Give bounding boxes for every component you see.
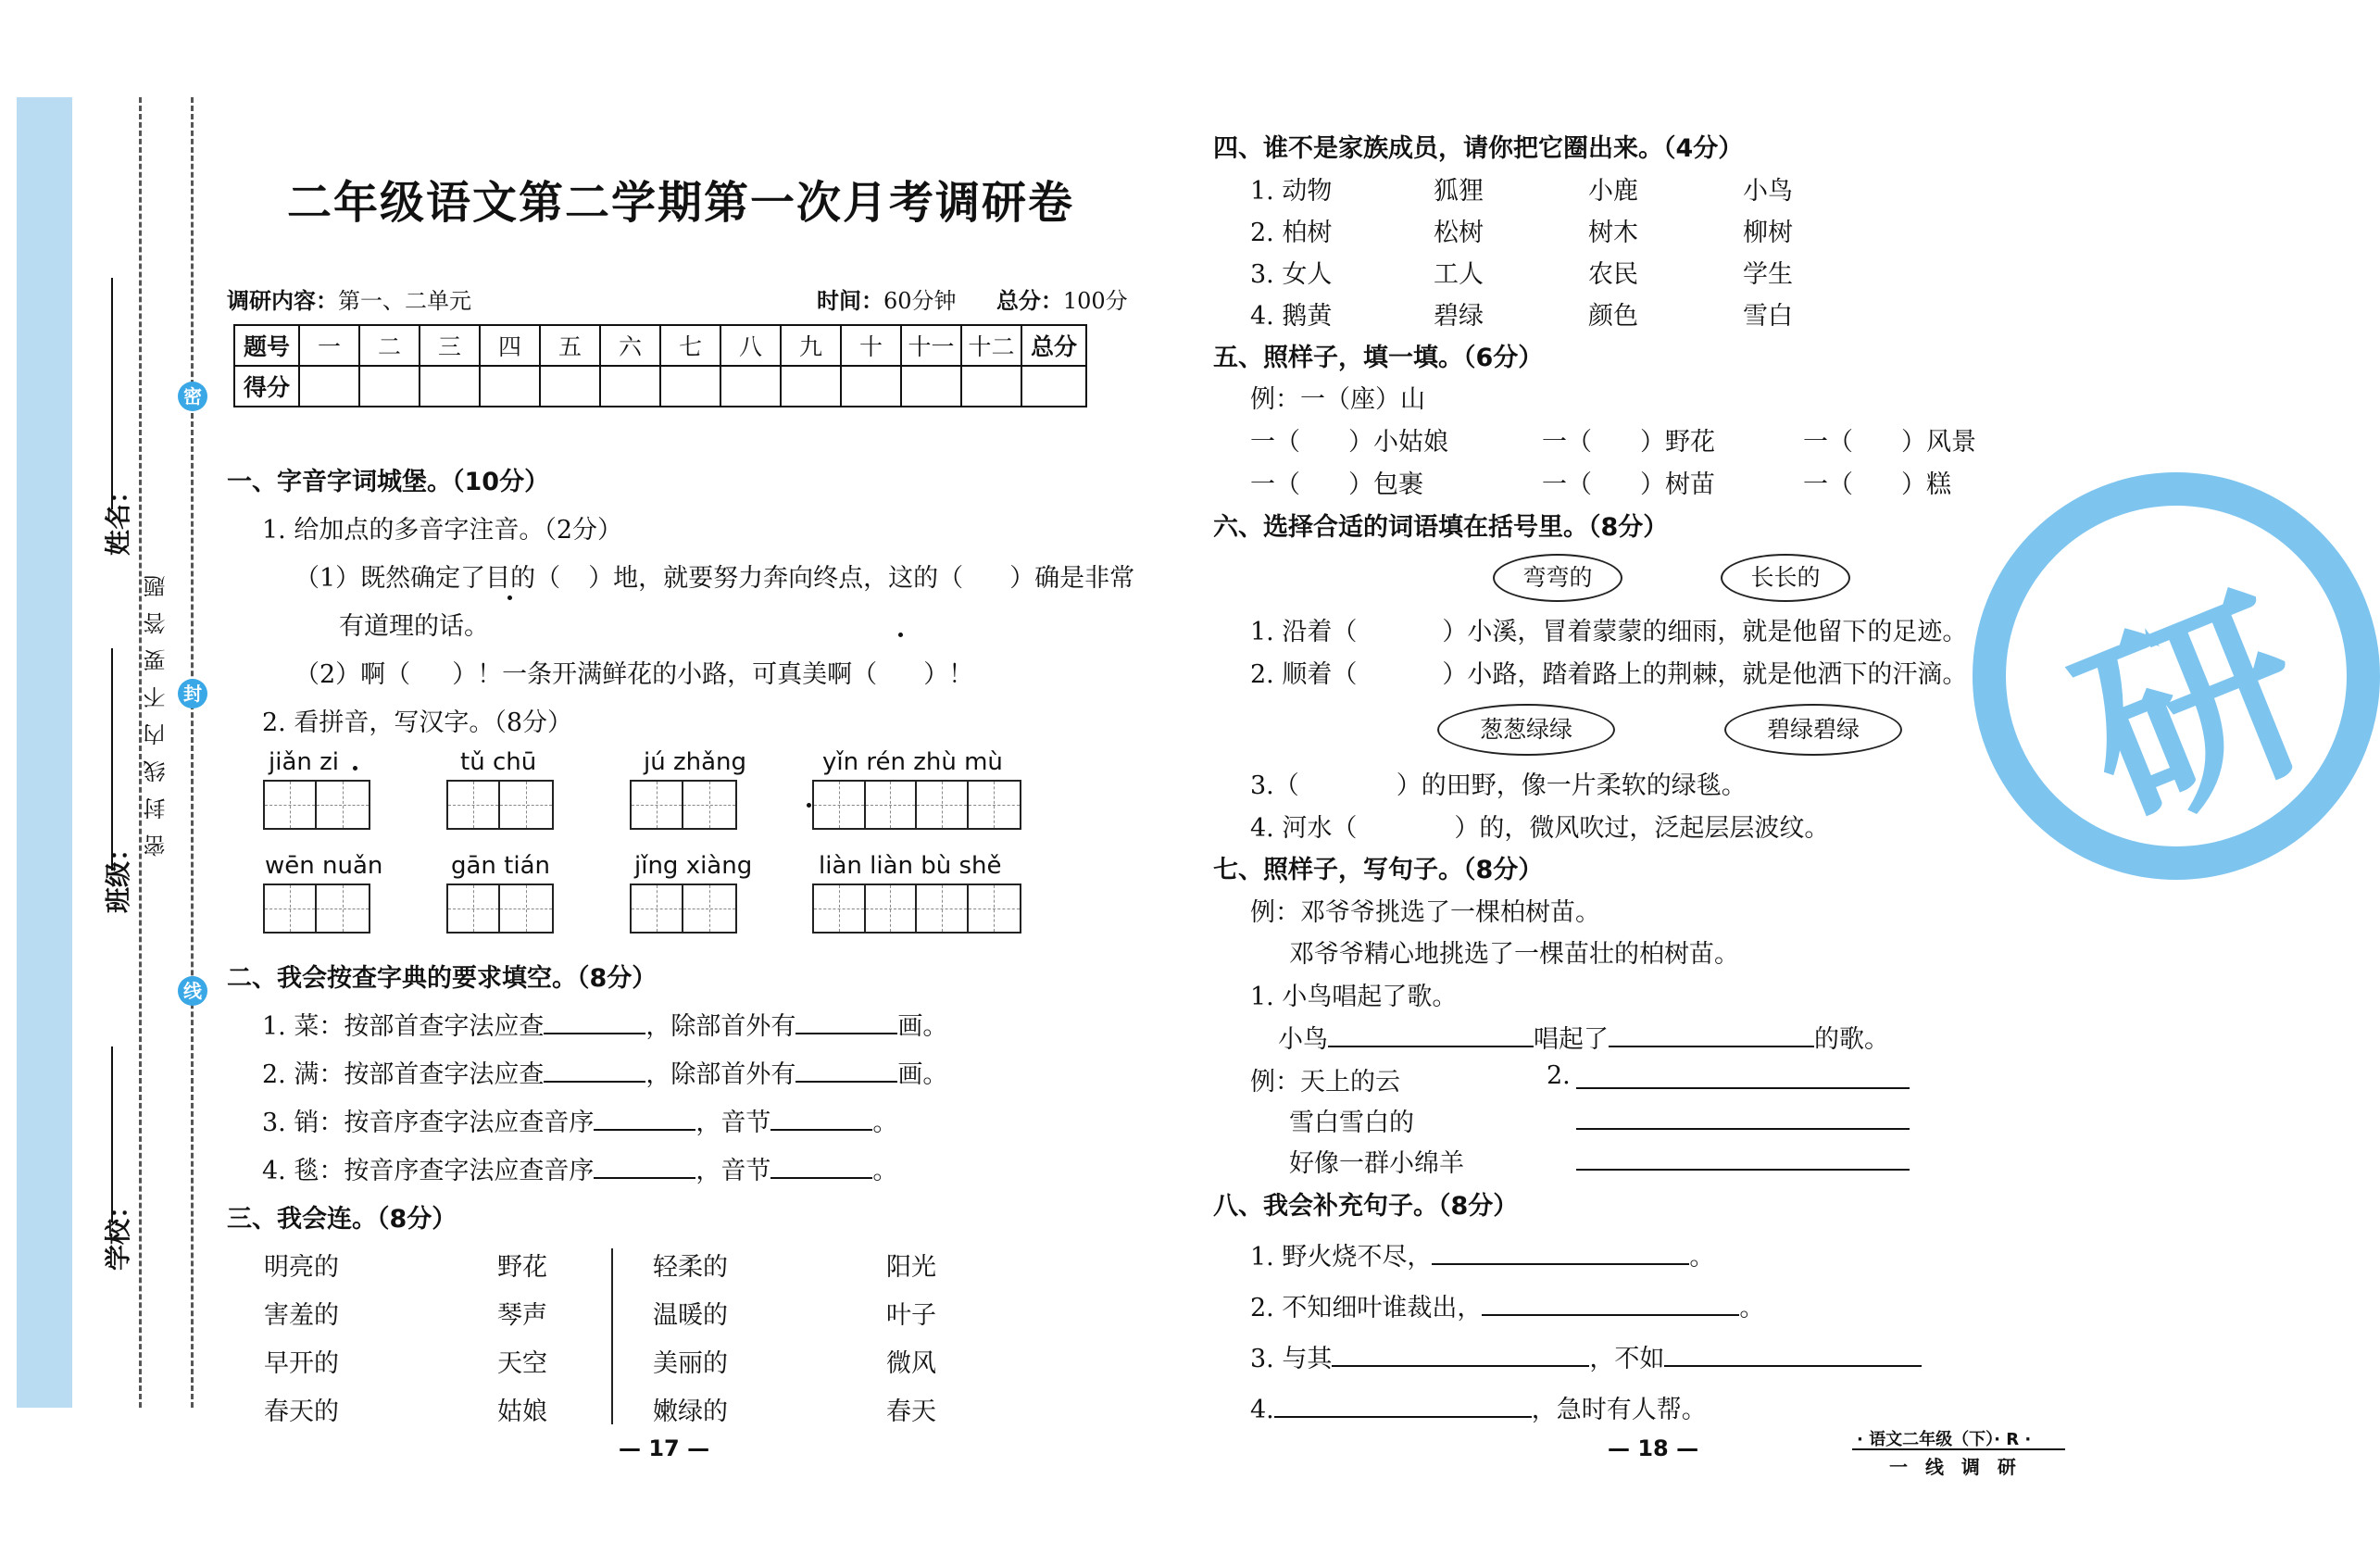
binding-dashed-line bbox=[191, 97, 194, 1408]
text: 一（ bbox=[1250, 428, 1300, 457]
word-item[interactable]: 工人 bbox=[1434, 260, 1484, 289]
text: 一（ bbox=[1250, 470, 1300, 499]
matching-divider bbox=[611, 1248, 613, 1424]
table-cell: 五 bbox=[540, 325, 600, 366]
s5-item bbox=[1250, 421, 1448, 457]
text: ）小姑娘 bbox=[1348, 428, 1448, 457]
text: 3. 与其 bbox=[1250, 1345, 1333, 1373]
s8-q3 bbox=[1250, 1338, 1922, 1374]
emphasis-dot bbox=[896, 593, 905, 630]
text: ）小溪，冒着蒙蒙的细雨，就是他留下的足迹。 bbox=[1442, 618, 1968, 646]
score-input-cell[interactable] bbox=[720, 366, 781, 407]
answer-blank[interactable] bbox=[1664, 1365, 1922, 1367]
writing-grid[interactable] bbox=[812, 780, 1021, 830]
text: ，音节 bbox=[695, 1157, 771, 1185]
s1-q1: 1. 给加点的多音字注音。（2分） bbox=[262, 516, 623, 545]
score-input-cell[interactable] bbox=[961, 366, 1021, 407]
s7-q1-answer bbox=[1278, 1019, 1889, 1055]
answer-blank[interactable] bbox=[1482, 1314, 1739, 1316]
s5-example: 例：一（座）山 bbox=[1250, 385, 1425, 414]
score-input-cell[interactable] bbox=[359, 366, 420, 407]
answer-line[interactable] bbox=[1576, 1169, 1910, 1171]
table-cell: 一 bbox=[299, 325, 359, 366]
writing-grid[interactable] bbox=[630, 884, 737, 934]
content-value: 第一、二单元 bbox=[338, 288, 471, 314]
match-item[interactable]: 姑娘 bbox=[497, 1397, 547, 1426]
word-item[interactable]: 农民 bbox=[1588, 260, 1638, 289]
score-table-header-row bbox=[234, 325, 1086, 366]
word-item[interactable]: 树木 bbox=[1588, 219, 1638, 247]
score-table-score-row bbox=[234, 366, 1086, 407]
writing-grid[interactable] bbox=[630, 780, 737, 830]
match-item[interactable]: 嫩绿的 bbox=[653, 1397, 728, 1426]
text: ）风景 bbox=[1901, 428, 1976, 457]
match-item[interactable]: 春天 bbox=[886, 1397, 936, 1426]
text: ，除部首外有 bbox=[645, 1060, 796, 1089]
text: 2. 不知细叶谁裁出， bbox=[1250, 1294, 1483, 1322]
class-label: 班级： bbox=[103, 834, 133, 913]
table-cell: 四 bbox=[480, 325, 540, 366]
table-cell: 三 bbox=[420, 325, 480, 366]
answer-blank[interactable] bbox=[770, 1177, 872, 1179]
writing-grid[interactable] bbox=[446, 884, 554, 934]
answer-blank[interactable] bbox=[770, 1129, 872, 1131]
section-1-title: 一、字音字词城堡。（10分） bbox=[227, 468, 550, 496]
match-item[interactable]: 微风 bbox=[886, 1349, 936, 1378]
s7-example: 好像一群小绵羊 bbox=[1289, 1149, 1464, 1178]
s8-q1 bbox=[1250, 1236, 1714, 1272]
content-info bbox=[227, 282, 471, 315]
match-item[interactable]: 轻柔的 bbox=[653, 1253, 728, 1282]
page-number-right: — 18 — bbox=[1608, 1435, 1699, 1461]
footer-book-info: · 语文二年级（下）· R · bbox=[1857, 1430, 2032, 1449]
text: 1. 沿着（ bbox=[1250, 618, 1358, 646]
text: 3. 销：按音序查字法应查音序 bbox=[262, 1109, 595, 1137]
answer-line[interactable] bbox=[1576, 1128, 1910, 1130]
pinyin-label: jiǎn zi bbox=[269, 748, 339, 776]
word-item[interactable]: 狐狸 bbox=[1434, 177, 1484, 206]
page-number-left: — 17 — bbox=[619, 1435, 710, 1461]
s8-q2 bbox=[1250, 1287, 1764, 1323]
content-label: 调研内容： bbox=[227, 288, 338, 314]
answer-line[interactable] bbox=[1576, 1087, 1910, 1089]
score-input-cell[interactable] bbox=[841, 366, 901, 407]
text: ）！一条开满鲜花的小路，可真美啊（ bbox=[452, 660, 878, 689]
score-input-cell[interactable] bbox=[299, 366, 359, 407]
s7-example: 邓爷爷精心地挑选了一棵苗壮的柏树苗。 bbox=[1289, 940, 1739, 969]
table-cell: 十二 bbox=[961, 325, 1021, 366]
writing-grid[interactable] bbox=[446, 780, 554, 830]
match-item[interactable]: 温暖的 bbox=[653, 1301, 728, 1330]
s2-line bbox=[262, 1102, 897, 1138]
match-item[interactable]: 春天的 bbox=[264, 1397, 339, 1426]
text: ，音节 bbox=[695, 1109, 771, 1137]
answer-blank[interactable] bbox=[795, 1033, 897, 1034]
text: 一（ bbox=[1542, 428, 1592, 457]
page-title: 二年级语文第二学期第一次月考调研卷 bbox=[287, 177, 1075, 229]
section-7-title: 七、照样子，写句子。（8分） bbox=[1213, 856, 1544, 884]
word-item: 2. 柏树 bbox=[1250, 219, 1333, 247]
text: ）的，微风吹过，泛起层层波纹。 bbox=[1454, 814, 1830, 843]
score-input-cell[interactable] bbox=[781, 366, 841, 407]
pinyin-label: yǐn rén zhù mù bbox=[822, 748, 1003, 776]
table-cell: 总分 bbox=[1021, 325, 1086, 366]
answer-blank[interactable] bbox=[1274, 1416, 1532, 1418]
text: 。 bbox=[872, 1157, 898, 1185]
answer-blank[interactable] bbox=[544, 1081, 645, 1083]
score-input-cell[interactable] bbox=[660, 366, 720, 407]
text: ）包裹 bbox=[1348, 470, 1423, 499]
watermark-stamp bbox=[1973, 472, 2380, 880]
answer-blank[interactable] bbox=[544, 1033, 645, 1034]
word-item[interactable]: 颜色 bbox=[1588, 302, 1638, 331]
text: 小鸟 bbox=[1278, 1025, 1328, 1054]
word-item[interactable]: 碧绿 bbox=[1434, 302, 1484, 331]
text: ）确是非常 bbox=[1009, 564, 1135, 593]
text: ）小路，踏着路上的荆棘，就是他洒下的汗滴。 bbox=[1442, 660, 1968, 689]
s6-q4 bbox=[1250, 808, 1829, 844]
text: （2）啊（ bbox=[294, 660, 411, 689]
pinyin-label: liàn liàn bù shě bbox=[819, 852, 1002, 880]
table-cell: 二 bbox=[359, 325, 420, 366]
s5-item bbox=[1803, 464, 1951, 500]
word-item: 4. 鹅黄 bbox=[1250, 302, 1333, 331]
text: 。 bbox=[872, 1109, 898, 1137]
text: 2. 满：按部首查字法应查 bbox=[262, 1060, 545, 1089]
text: 4. bbox=[1250, 1396, 1274, 1424]
seal-dot-xian: 线 bbox=[178, 976, 207, 1006]
text: 3.（ bbox=[1250, 771, 1299, 800]
answer-blank[interactable] bbox=[795, 1081, 897, 1083]
text: ）树苗 bbox=[1640, 470, 1715, 499]
s6-q2 bbox=[1250, 654, 1967, 690]
writing-grid[interactable] bbox=[263, 780, 370, 830]
s2-line bbox=[262, 1150, 897, 1186]
match-item[interactable]: 明亮的 bbox=[264, 1253, 339, 1282]
match-item[interactable]: 早开的 bbox=[264, 1349, 339, 1378]
text: 一（ bbox=[1803, 428, 1853, 457]
time-value: 60分钟 bbox=[883, 288, 957, 314]
score-input-cell[interactable] bbox=[420, 366, 480, 407]
pinyin-label: gān tián bbox=[451, 852, 551, 880]
word-item[interactable]: 柳树 bbox=[1743, 219, 1793, 247]
answer-blank[interactable] bbox=[594, 1177, 695, 1179]
seal-warning-text: 密封线内不要答题 bbox=[144, 560, 169, 857]
word-item[interactable]: 小鸟 bbox=[1743, 177, 1793, 206]
text: 2. 顺着（ bbox=[1250, 660, 1358, 689]
s8-q4 bbox=[1250, 1389, 1707, 1425]
s7-example: 例：邓爷爷挑选了一棵柏树苗。 bbox=[1250, 898, 1600, 927]
word-item[interactable]: 雪白 bbox=[1743, 302, 1793, 331]
table-cell: 八 bbox=[720, 325, 781, 366]
footer-rule bbox=[1852, 1448, 2065, 1450]
answer-blank[interactable] bbox=[1432, 1263, 1689, 1265]
answer-blank[interactable] bbox=[1328, 1046, 1534, 1047]
s7-example: 例：天上的云 bbox=[1250, 1068, 1400, 1097]
section-3-title: 三、我会连。（8分） bbox=[227, 1205, 457, 1234]
table-cell: 得分 bbox=[234, 366, 299, 407]
word-item: 1. 动物 bbox=[1250, 177, 1333, 206]
text: 一（ bbox=[1803, 470, 1853, 499]
table-cell: 六 bbox=[600, 325, 660, 366]
text: 。 bbox=[1689, 1243, 1715, 1272]
s5-item bbox=[1250, 464, 1423, 500]
pinyin-label: tǔ chū bbox=[460, 748, 537, 776]
word-cloud: 弯弯的 bbox=[1493, 554, 1622, 602]
s1-q1-line1 bbox=[294, 558, 1134, 594]
s5-item bbox=[1803, 421, 1976, 457]
match-item[interactable]: 野花 bbox=[497, 1253, 547, 1282]
table-cell: 九 bbox=[781, 325, 841, 366]
word-item[interactable]: 小鹿 bbox=[1588, 177, 1638, 206]
score-input-cell[interactable] bbox=[901, 366, 961, 407]
match-item[interactable]: 琴声 bbox=[497, 1301, 547, 1330]
binding-dashed-line bbox=[139, 97, 142, 1408]
school-label: 学校： bbox=[103, 1192, 133, 1271]
s5-item bbox=[1542, 464, 1715, 500]
score-input-cell[interactable] bbox=[1021, 366, 1086, 407]
writing-grid[interactable] bbox=[263, 884, 370, 934]
text: ，除部首外有 bbox=[645, 1012, 796, 1041]
s2-line bbox=[262, 1054, 947, 1090]
s7-example: 雪白雪白的 bbox=[1289, 1109, 1414, 1137]
text: 唱起了 bbox=[1534, 1025, 1609, 1054]
score-input-cell[interactable] bbox=[540, 366, 600, 407]
text: ，不如 bbox=[1589, 1345, 1665, 1373]
text: 画。 bbox=[897, 1012, 948, 1041]
seal-dot-mi: 密 bbox=[178, 382, 207, 411]
score-input-cell[interactable] bbox=[480, 366, 540, 407]
footer-brand: 一 线 调 研 bbox=[1889, 1456, 2022, 1478]
table-cell: 十一 bbox=[901, 325, 961, 366]
writing-grid[interactable] bbox=[812, 884, 1021, 934]
s5-item bbox=[1542, 421, 1715, 457]
section-5-title: 五、照样子，填一填。（6分） bbox=[1213, 344, 1544, 372]
name-label: 姓名： bbox=[103, 477, 133, 556]
time-label: 时间： bbox=[817, 288, 883, 314]
word-item: 3. 女人 bbox=[1250, 260, 1333, 289]
section-2-title: 二、我会按查字典的要求填空。（8分） bbox=[227, 964, 658, 993]
text: ）糕 bbox=[1901, 470, 1951, 499]
text: ）地，就要努力奔向终点，这的（ bbox=[588, 564, 964, 593]
text: （1）既然确定了目的（ bbox=[294, 564, 561, 593]
pinyin-label: wēn nuǎn bbox=[265, 852, 383, 880]
match-item[interactable]: 叶子 bbox=[886, 1301, 936, 1330]
word-cloud: 碧绿碧绿 bbox=[1724, 704, 1902, 756]
seal-dot-feng: 封 bbox=[178, 679, 207, 708]
word-cloud: 长长的 bbox=[1721, 554, 1850, 602]
text: ）野花 bbox=[1640, 428, 1715, 457]
text: 的歌。 bbox=[1814, 1025, 1889, 1054]
match-item[interactable]: 美丽的 bbox=[653, 1349, 728, 1378]
total-value: 100分 bbox=[1062, 288, 1128, 314]
time-info bbox=[817, 282, 1128, 315]
score-input-cell[interactable] bbox=[600, 366, 660, 407]
name-rule bbox=[111, 278, 113, 509]
word-cloud: 葱葱绿绿 bbox=[1437, 704, 1615, 756]
emphasis-dot bbox=[505, 556, 514, 593]
text: 一（ bbox=[1542, 470, 1592, 499]
text: 。 bbox=[1739, 1294, 1765, 1322]
match-item[interactable]: 害羞的 bbox=[264, 1301, 339, 1330]
table-cell: 十 bbox=[841, 325, 901, 366]
section-6-title: 六、选择合适的词语填在括号里。（8分） bbox=[1213, 513, 1669, 542]
text: ）！ bbox=[923, 660, 974, 689]
text: ）的田野，像一片柔软的绿毯。 bbox=[1396, 771, 1747, 800]
section-4-title: 四、谁不是家族成员，请你把它圈出来。（4分） bbox=[1213, 134, 1744, 163]
text: ，急时有人帮。 bbox=[1531, 1396, 1707, 1424]
class-rule bbox=[111, 648, 113, 871]
binding-bar bbox=[17, 97, 72, 1408]
s6-q1 bbox=[1250, 611, 1967, 647]
match-item[interactable]: 天空 bbox=[497, 1349, 547, 1378]
total-label: 总分： bbox=[996, 288, 1063, 314]
section-8-title: 八、我会补充句子。（8分） bbox=[1213, 1192, 1519, 1221]
score-table bbox=[233, 324, 1087, 407]
school-rule bbox=[111, 1046, 113, 1222]
pinyin-label: jú zhǎng bbox=[644, 748, 747, 776]
watermark-stamp-char: 研 bbox=[2048, 559, 2339, 869]
text: 4. 河水（ bbox=[1250, 814, 1358, 843]
s1-q1-line2: 有道理的话。 bbox=[339, 612, 489, 641]
table-cell: 题号 bbox=[234, 325, 299, 366]
s7-q1: 1. 小鸟唱起了歌。 bbox=[1250, 983, 1458, 1011]
text: 4. 毯：按音序查字法应查音序 bbox=[262, 1157, 595, 1185]
s7-q2-label: 2. bbox=[1547, 1061, 1571, 1090]
s6-q3 bbox=[1250, 765, 1747, 801]
text: 1. 野火烧不尽， bbox=[1250, 1243, 1433, 1272]
match-item[interactable]: 阳光 bbox=[886, 1253, 936, 1282]
text: 画。 bbox=[897, 1060, 948, 1089]
answer-blank[interactable] bbox=[1609, 1046, 1814, 1047]
word-item[interactable]: 松树 bbox=[1434, 219, 1484, 247]
answer-blank[interactable] bbox=[1332, 1365, 1589, 1367]
pinyin-label: jǐng xiàng bbox=[634, 852, 753, 880]
s2-line bbox=[262, 1006, 947, 1042]
table-cell: 七 bbox=[660, 325, 720, 366]
s1-q1-line3 bbox=[294, 654, 973, 690]
text: 1. 菜：按部首查字法应查 bbox=[262, 1012, 545, 1041]
answer-blank[interactable] bbox=[594, 1129, 695, 1131]
s1-q2: 2. 看拼音，写汉字。（8分） bbox=[262, 708, 573, 737]
word-item[interactable]: 学生 bbox=[1743, 260, 1793, 289]
